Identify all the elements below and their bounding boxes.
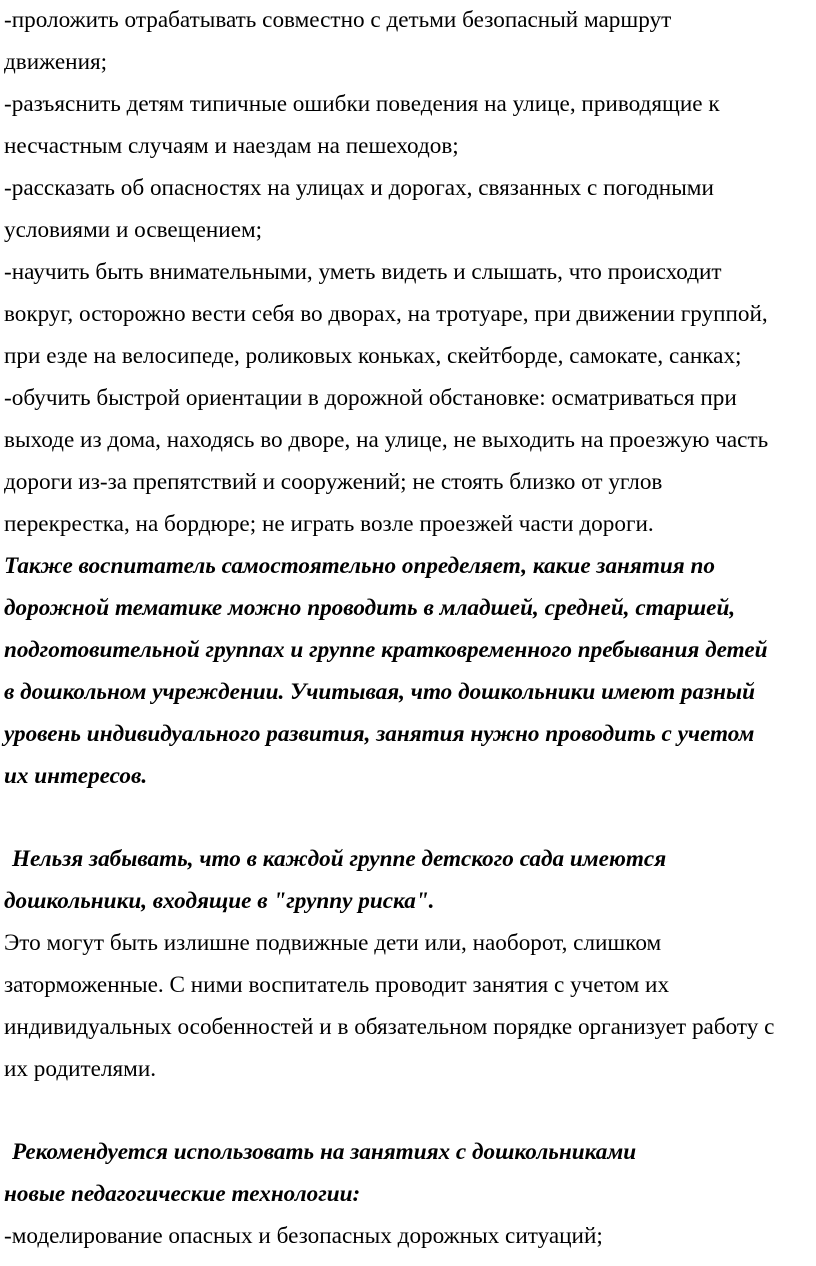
text-line: -разъяснить детям типичные ошибки поведения на улице, приводящие к bbox=[4, 91, 720, 117]
text-line: -проложить отрабатывать совместно с детьми безопасный маршрут bbox=[4, 7, 672, 33]
text-line: перекрестка, на бордюре; не играть возле проезжей части дороги. bbox=[4, 511, 654, 537]
text-line: дороги из-за препятствий и сооружений; не стоять близко от углов bbox=[4, 469, 663, 495]
text-line: движения; bbox=[4, 49, 108, 75]
text-line: -моделирование опасных и безопасных дорожных ситуаций; bbox=[4, 1223, 603, 1249]
text-line: индивидуальных особенностей и в обязательном порядке организует работу с bbox=[4, 1014, 775, 1040]
emphasis-line: Нельзя забывать, что в каждой группе детского сада имеются bbox=[12, 846, 667, 872]
emphasis-line: подготовительной группах и группе кратковременного пребывания детей bbox=[4, 637, 768, 663]
text-line: Это могут быть излишне подвижные дети или, наоборот, слишком bbox=[4, 930, 662, 956]
emphasis-line: новые педагогические технологии: bbox=[4, 1181, 361, 1207]
emphasis-line: Рекомендуется использовать на занятиях с дошкольниками bbox=[12, 1139, 637, 1165]
text-line: вокруг, осторожно вести себя во дворах, на тротуаре, при движении группой, bbox=[4, 301, 768, 327]
text-line: -рассказать об опасностях на улицах и дорогах, связанных с погодными bbox=[4, 175, 714, 201]
text-line: несчастным случаям и наездам на пешеходов; bbox=[4, 133, 459, 159]
emphasis-line: дошкольники, входящие в "группу риска". bbox=[4, 888, 435, 914]
text-line: условиями и освещением; bbox=[4, 217, 263, 243]
emphasis-line: Также воспитатель самостоятельно определяет, какие занятия по bbox=[4, 553, 716, 579]
text-line: при езде на велосипеде, роликовых коньках, скейтборде, самокате, санках; bbox=[4, 343, 742, 369]
text-line: -обучить быстрой ориентации в дорожной обстановке: осматриваться при bbox=[4, 385, 737, 411]
emphasis-line: их интересов. bbox=[4, 763, 148, 789]
text-line: заторможенные. С ними воспитатель проводит занятия с учетом их bbox=[4, 972, 670, 998]
emphasis-line: дорожной тематике можно проводить в младшей, средней, старшей, bbox=[4, 595, 736, 621]
text-line: -научить быть внимательными, уметь видеть и слышать, что происходит bbox=[4, 259, 722, 285]
text-line: выходе из дома, находясь во дворе, на улице, не выходить на проезжую часть bbox=[4, 427, 769, 453]
text-line: их родителями. bbox=[4, 1056, 157, 1082]
emphasis-line: в дошкольном учреждении. Учитывая, что дошкольники имеют разный bbox=[4, 679, 755, 705]
emphasis-line: уровень индивидуального развития, занятия нужно проводить с учетом bbox=[4, 721, 755, 747]
